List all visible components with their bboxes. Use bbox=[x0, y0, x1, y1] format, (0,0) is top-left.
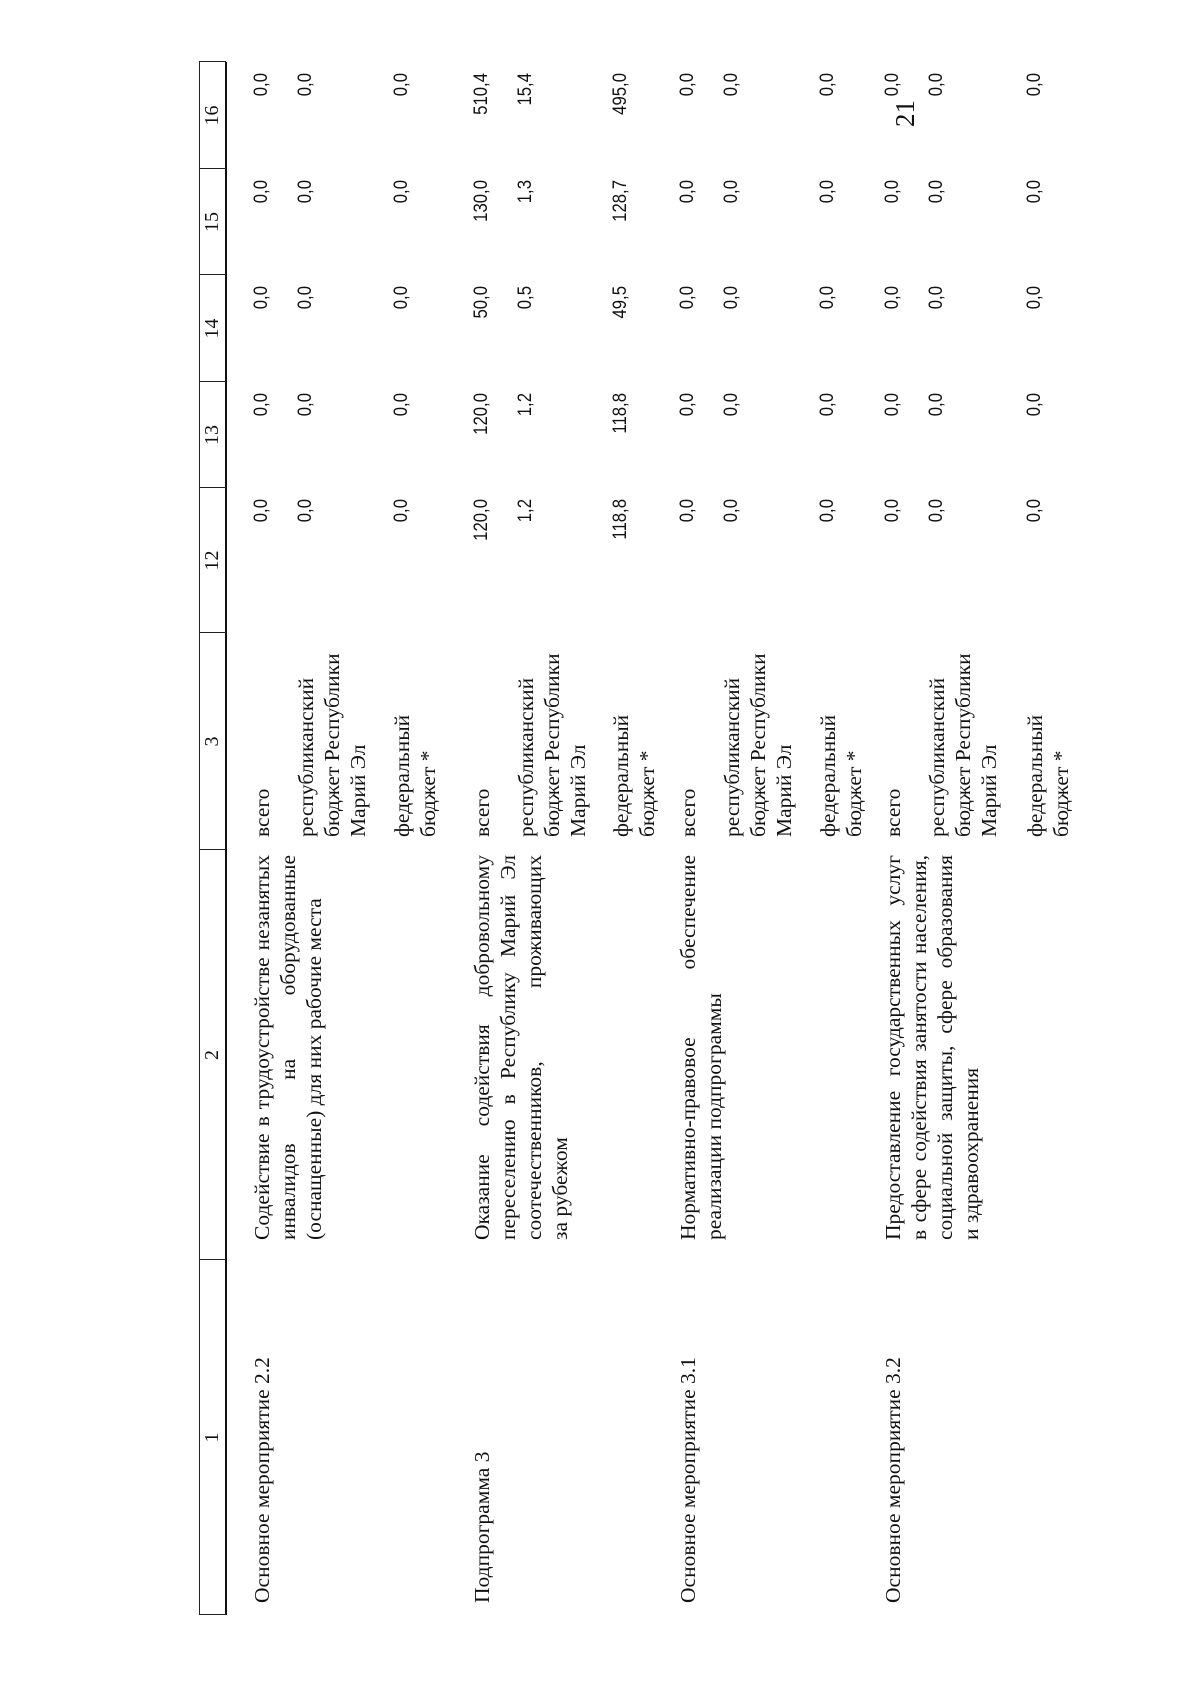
funding-regional-text: Марий Эл bbox=[772, 744, 796, 837]
value-federal-col-15: 0,0 bbox=[391, 180, 412, 204]
funding-regional-text: республиканский bbox=[514, 677, 538, 837]
value-federal-col-16: 0,0 bbox=[1024, 73, 1045, 97]
value-regional-col-12: 0,0 bbox=[295, 499, 316, 523]
funding-total-label bbox=[249, 789, 275, 837]
value-federal-col-13: 0,0 bbox=[391, 393, 412, 417]
funding-total-label bbox=[675, 789, 701, 837]
header-cell-12: 12 bbox=[201, 550, 223, 571]
funding-regional-text: Марий Эл bbox=[346, 744, 370, 837]
value-regional-col-13: 1,2 bbox=[515, 393, 536, 417]
funding-regional-label bbox=[719, 653, 797, 837]
header-cell-2: 2 bbox=[201, 1050, 223, 1060]
value-regional-col-14: 0,0 bbox=[721, 286, 742, 310]
header-cell-14: 14 bbox=[201, 318, 223, 339]
description-line: соотечественников, проживающих bbox=[522, 855, 546, 1240]
table-row bbox=[249, 0, 449, 1697]
funding-federal-label bbox=[608, 715, 660, 837]
value-regional-col-13: 0,0 bbox=[295, 393, 316, 417]
value-total-col-15: 0,0 bbox=[251, 180, 272, 204]
value-total-col-13: 0,0 bbox=[882, 393, 903, 417]
value-federal-col-15: 0,0 bbox=[817, 180, 838, 204]
value-total-col-14: 0,0 bbox=[251, 286, 272, 310]
page-number: 21 bbox=[890, 100, 920, 127]
value-regional-col-16: 0,0 bbox=[295, 73, 316, 97]
value-federal-col-15: 128,7 bbox=[610, 180, 631, 222]
value-federal-col-14: 0,0 bbox=[391, 286, 412, 310]
value-regional-col-15: 0,0 bbox=[721, 180, 742, 204]
funding-federal-text: бюджет * bbox=[1049, 750, 1073, 837]
funding-regional-text: Марий Эл bbox=[977, 744, 1001, 837]
value-total-col-12: 0,0 bbox=[251, 499, 272, 523]
value-regional-col-12: 0,0 bbox=[926, 499, 947, 523]
value-regional-col-15: 0,0 bbox=[295, 180, 316, 204]
value-regional-col-16: 0,0 bbox=[721, 73, 742, 97]
value-federal-col-14: 0,0 bbox=[1024, 286, 1045, 310]
value-federal-col-16: 0,0 bbox=[391, 73, 412, 97]
value-total-col-13: 120,0 bbox=[471, 393, 492, 435]
description-line: Нормативно-правовое обеспечение bbox=[676, 855, 700, 1240]
description-line: (оснащенные) для них рабочие места bbox=[302, 898, 326, 1240]
value-federal-col-15: 0,0 bbox=[1024, 180, 1045, 204]
value-federal-col-12: 0,0 bbox=[391, 499, 412, 523]
row-description bbox=[675, 855, 727, 1240]
value-total-col-16: 0,0 bbox=[882, 73, 903, 97]
value-total-col-12: 0,0 bbox=[677, 499, 698, 523]
funding-regional-text: республиканский bbox=[925, 677, 949, 837]
value-total-col-15: 0,0 bbox=[882, 180, 903, 204]
funding-regional-text: бюджет Республики bbox=[320, 653, 344, 837]
funding-regional-text: бюджет Республики bbox=[540, 653, 564, 837]
description-line: социальной защиты, сфере образования bbox=[933, 855, 957, 1240]
value-federal-col-12: 0,0 bbox=[1024, 499, 1045, 523]
value-federal-col-14: 0,0 bbox=[817, 286, 838, 310]
value-total-col-13: 0,0 bbox=[677, 393, 698, 417]
value-federal-col-13: 0,0 bbox=[817, 393, 838, 417]
funding-regional-text: бюджет Республики bbox=[951, 653, 975, 837]
value-regional-col-15: 1,3 bbox=[515, 180, 536, 204]
row-name: Подпрограмма 3 bbox=[470, 1451, 494, 1603]
funding-federal-text: бюджет * bbox=[635, 750, 659, 837]
value-regional-col-13: 0,0 bbox=[721, 393, 742, 417]
funding-total-label bbox=[469, 789, 495, 837]
value-regional-col-16: 0,0 bbox=[926, 73, 947, 97]
description-line: за рубежом bbox=[548, 1137, 572, 1240]
funding-federal-text: федеральный bbox=[609, 714, 633, 837]
value-regional-col-15: 0,0 bbox=[926, 180, 947, 204]
funding-federal-text: бюджет * bbox=[842, 750, 866, 837]
funding-regional-label bbox=[924, 653, 1002, 837]
description-line: реализации подпрограммы bbox=[702, 993, 726, 1240]
funding-federal-label bbox=[815, 715, 867, 837]
value-regional-col-14: 0,5 bbox=[515, 286, 536, 310]
funding-federal-text: федеральный bbox=[816, 714, 840, 837]
description-line: Оказание содействия добровольному bbox=[470, 855, 494, 1240]
description-line: в сфере содействия занятости населения, bbox=[907, 855, 931, 1240]
description-line: инвалидов на оборудованные bbox=[276, 855, 300, 1240]
value-regional-col-16: 15,4 bbox=[515, 73, 536, 106]
table-row bbox=[469, 0, 669, 1697]
value-federal-col-16: 495,0 bbox=[610, 73, 631, 115]
funding-federal-label bbox=[1022, 715, 1074, 837]
funding-total-text: всего bbox=[676, 788, 700, 837]
funding-federal-text: федеральный bbox=[1023, 714, 1047, 837]
funding-federal-text: бюджет * bbox=[416, 750, 440, 837]
value-federal-col-16: 0,0 bbox=[817, 73, 838, 97]
value-total-col-14: 0,0 bbox=[882, 286, 903, 310]
value-total-col-12: 0,0 bbox=[882, 499, 903, 523]
value-regional-col-12: 0,0 bbox=[721, 499, 742, 523]
funding-total-text: всего bbox=[470, 788, 494, 837]
funding-regional-text: Марий Эл bbox=[566, 744, 590, 837]
funding-total-text: всего bbox=[250, 788, 274, 837]
funding-regional-label bbox=[293, 653, 371, 837]
description-line: переселению в Республику Марий Эл bbox=[496, 855, 520, 1240]
row-name: Основное мероприятие 3.2 bbox=[881, 1357, 905, 1603]
funding-regional-text: республиканский bbox=[294, 677, 318, 837]
value-federal-col-13: 118,8 bbox=[610, 393, 631, 434]
funding-federal-text: федеральный bbox=[390, 714, 414, 837]
value-total-col-16: 510,4 bbox=[471, 73, 492, 115]
funding-regional-text: бюджет Республики bbox=[746, 653, 770, 837]
value-total-col-14: 0,0 bbox=[677, 286, 698, 310]
funding-total-text: всего bbox=[881, 788, 905, 837]
value-total-col-15: 0,0 bbox=[677, 180, 698, 204]
row-description bbox=[880, 855, 984, 1240]
row-description bbox=[249, 855, 327, 1240]
funding-regional-text: республиканский bbox=[720, 677, 744, 837]
value-total-col-16: 0,0 bbox=[677, 73, 698, 97]
value-federal-col-13: 0,0 bbox=[1024, 393, 1045, 417]
value-federal-col-14: 49,5 bbox=[610, 286, 631, 319]
header-cell-1: 1 bbox=[201, 1432, 223, 1443]
row-name: Основное мероприятие 2.2 bbox=[250, 1357, 274, 1603]
value-total-col-16: 0,0 bbox=[251, 73, 272, 97]
value-regional-col-14: 0,0 bbox=[926, 286, 947, 310]
description-line: и здравоохранения bbox=[959, 1067, 983, 1240]
row-name: Основное мероприятие 3.1 bbox=[676, 1357, 700, 1603]
funding-total-label bbox=[880, 789, 906, 837]
value-total-col-12: 120,0 bbox=[471, 499, 492, 541]
row-description bbox=[469, 855, 573, 1240]
value-regional-col-12: 1,2 bbox=[515, 499, 536, 523]
value-regional-col-14: 0,0 bbox=[295, 286, 316, 310]
header-bottom-rule bbox=[225, 62, 227, 1615]
value-federal-col-12: 0,0 bbox=[817, 499, 838, 523]
header-cell-16: 16 bbox=[201, 105, 223, 126]
description-line: Содействие в трудоустройстве незанятых bbox=[250, 855, 274, 1240]
description-line: Предоставление государственных услуг bbox=[881, 855, 905, 1240]
value-total-col-15: 130,0 bbox=[471, 180, 492, 222]
value-total-col-14: 50,0 bbox=[471, 286, 492, 319]
value-total-col-13: 0,0 bbox=[251, 393, 272, 417]
table-row bbox=[675, 0, 875, 1697]
funding-regional-label bbox=[513, 653, 591, 837]
header-cell-3: 3 bbox=[201, 736, 223, 747]
header-cell-15: 15 bbox=[201, 212, 223, 232]
header-cell-13: 13 bbox=[201, 425, 223, 445]
table-row bbox=[880, 0, 1080, 1697]
funding-federal-label bbox=[389, 715, 441, 837]
value-regional-col-13: 0,0 bbox=[926, 393, 947, 417]
value-federal-col-12: 118,8 bbox=[610, 499, 631, 540]
